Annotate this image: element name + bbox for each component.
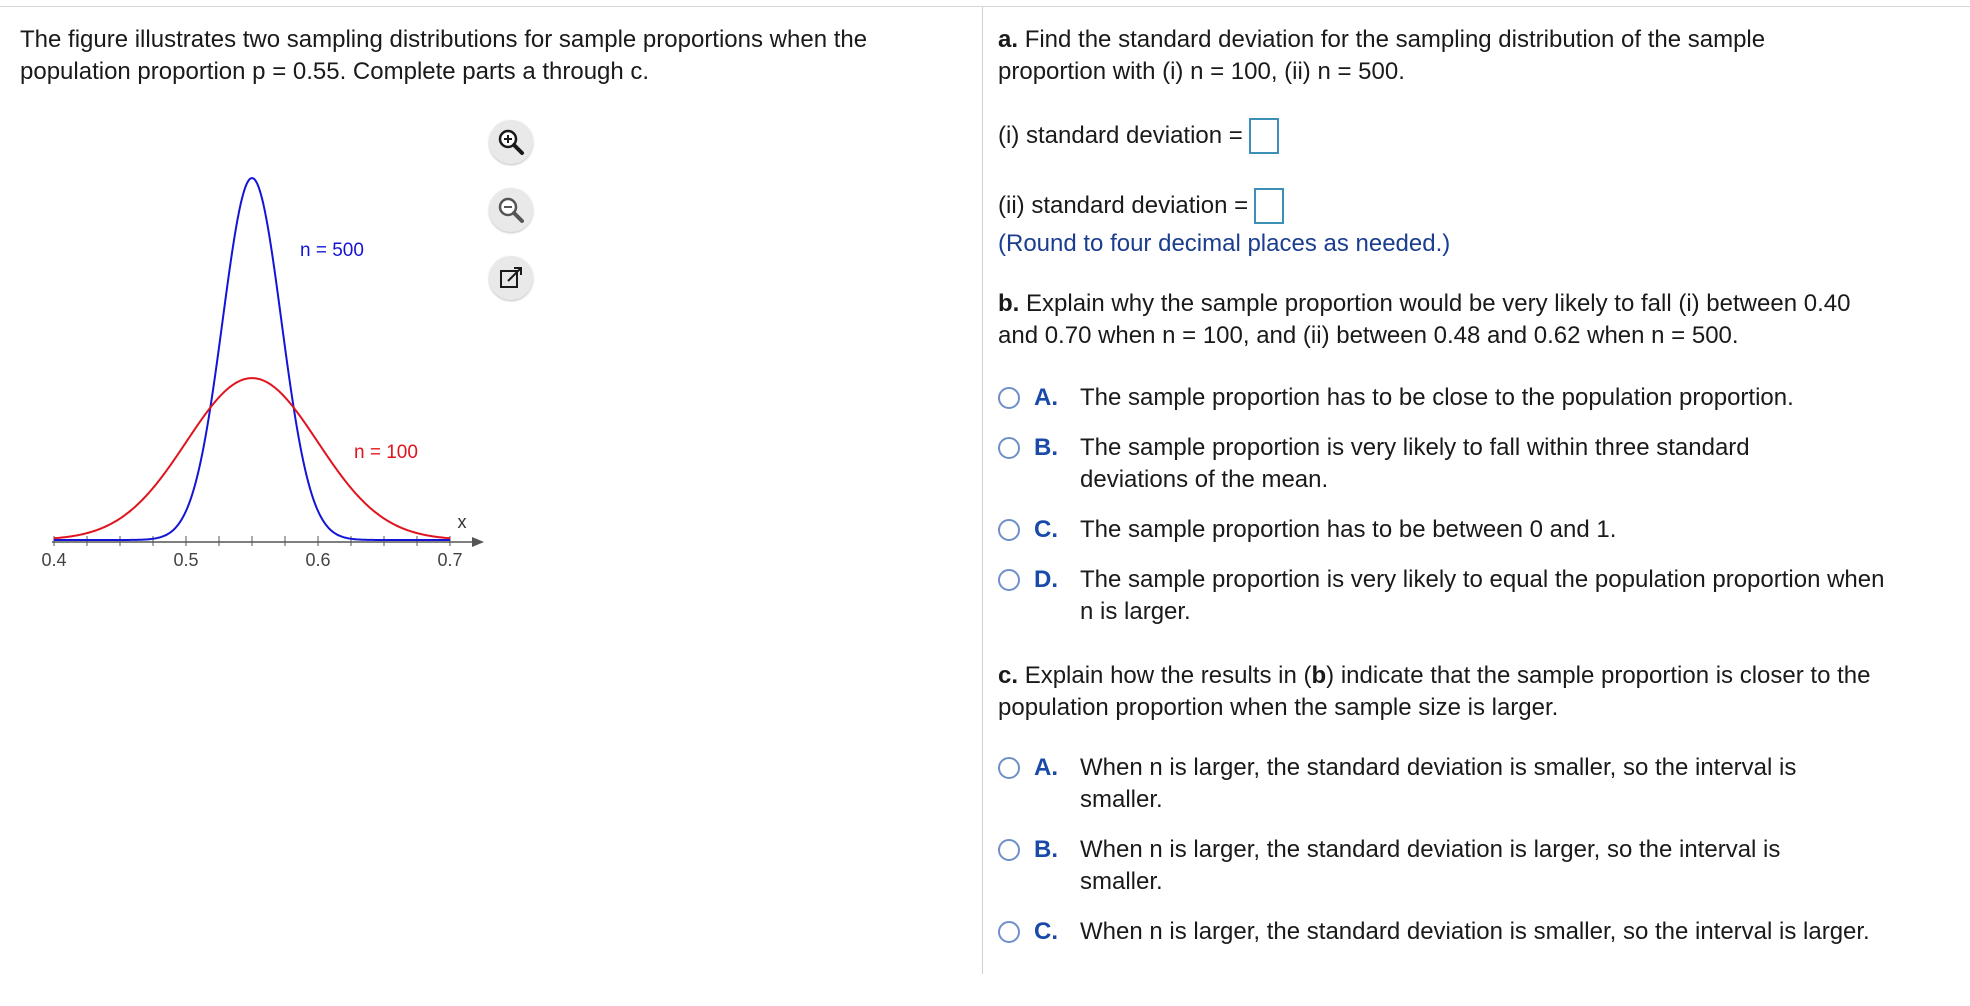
part-a-marker: a. xyxy=(998,26,1019,53)
option-text: When n is larger, the standard deviation is larger, so the interval is smaller. xyxy=(1080,836,1781,895)
part-b-option-d-radio[interactable] xyxy=(998,569,1020,591)
sd-500-label: (ii) standard deviation = xyxy=(998,192,1249,219)
popout-icon xyxy=(496,263,526,293)
part-c-option-a[interactable] xyxy=(998,752,1870,816)
part-b-option-a[interactable] xyxy=(998,382,1900,414)
zoom-in-button[interactable] xyxy=(489,120,533,164)
option-letter: D. xyxy=(1034,566,1058,593)
x-axis-label: x xyxy=(457,512,467,532)
label-n-500: n = 500 xyxy=(300,240,364,261)
option-text: The sample proportion is very likely to fall within three standard deviations of the mean. xyxy=(1080,434,1750,493)
rounding-note: (Round to four decimal places as needed.) xyxy=(998,230,1451,257)
sampling-distribution-chart xyxy=(0,0,980,605)
x-tick-label: 0.7 xyxy=(437,550,463,570)
part-c-line-1-post: ) indicate that the sample proportion is closer to the xyxy=(1326,662,1871,689)
option-text: The sample proportion has to be between 0 and 1. xyxy=(1080,516,1617,543)
label-n-100: n = 100 xyxy=(354,442,418,463)
part-b-prompt xyxy=(998,288,1850,352)
option-letter: A. xyxy=(1034,384,1058,411)
part-c-option-b[interactable] xyxy=(998,834,1860,898)
part-c-prompt xyxy=(998,660,1870,724)
part-b-option-c[interactable] xyxy=(998,514,1900,546)
question-line-1: The figure illustrates two sampling distributions for sample proportions when the xyxy=(20,26,868,53)
option-letter: C. xyxy=(1034,918,1058,945)
option-letter: A. xyxy=(1034,754,1058,781)
sd-100-input[interactable] xyxy=(1249,118,1279,154)
x-tick-label: 0.6 xyxy=(305,550,331,570)
option-text: When n is larger, the standard deviation is smaller, so the interval is smaller. xyxy=(1080,754,1797,813)
part-b-option-a-radio[interactable] xyxy=(998,387,1020,409)
part-c-line-1-bold: b xyxy=(1311,662,1327,689)
part-a-line-2: proportion with (i) n = 100, (ii) n = 500. xyxy=(998,58,1405,85)
question-line-2: population proportion p = 0.55. Complete parts a through c. xyxy=(20,58,650,85)
part-c-option-a-radio[interactable] xyxy=(998,757,1020,779)
part-b-option-b[interactable] xyxy=(998,432,1820,496)
option-text: When n is larger, the standard deviation is smaller, so the interval is larger. xyxy=(1080,918,1870,945)
part-c-option-c[interactable] xyxy=(998,916,1870,948)
sd-500-input[interactable] xyxy=(1254,188,1284,224)
curve-n-500 xyxy=(54,178,450,540)
part-b-option-c-radio[interactable] xyxy=(998,519,1020,541)
sd-100-row xyxy=(998,118,1279,154)
zoom-in-icon xyxy=(496,127,526,157)
part-b-marker: b. xyxy=(998,290,1020,317)
option-letter: C. xyxy=(1034,516,1058,543)
x-tick-label: 0.4 xyxy=(41,550,67,570)
zoom-out-icon xyxy=(496,195,526,225)
x-tick-label: 0.5 xyxy=(173,550,199,570)
part-a-line-1: Find the standard deviation for the sampling distribution of the sample xyxy=(1024,26,1766,53)
part-b-option-d[interactable] xyxy=(998,564,1900,628)
sd-500-row xyxy=(998,188,1284,224)
x-axis-arrow xyxy=(472,537,484,547)
chart-svg xyxy=(0,0,980,600)
part-c-option-c-radio[interactable] xyxy=(998,921,1020,943)
option-letter: B. xyxy=(1034,836,1058,863)
part-c-option-b-radio[interactable] xyxy=(998,839,1020,861)
part-b-line-1: Explain why the sample proportion would be very likely to fall (i) between 0.40 xyxy=(1026,290,1851,317)
part-c-line-1-pre: Explain how the results in ( xyxy=(1024,662,1312,689)
pane-divider xyxy=(982,6,983,974)
part-b-option-b-radio[interactable] xyxy=(998,437,1020,459)
part-c-marker: c. xyxy=(998,662,1019,689)
part-c-line-2: population proportion when the sample size is larger. xyxy=(998,694,1559,721)
sd-100-label: (i) standard deviation = xyxy=(998,122,1243,149)
right-pane xyxy=(998,24,1958,945)
part-b-line-2: and 0.70 when n = 100, and (ii) between 0.48 and 0.62 when n = 500. xyxy=(998,322,1739,349)
popout-button[interactable] xyxy=(489,256,533,300)
option-text: The sample proportion has to be close to the population proportion. xyxy=(1080,384,1794,411)
part-a-prompt xyxy=(998,24,1958,88)
option-letter: B. xyxy=(1034,434,1058,461)
option-text: The sample proportion is very likely to equal the population proportion when n is larger. xyxy=(1080,566,1885,625)
zoom-out-button[interactable] xyxy=(489,188,533,232)
